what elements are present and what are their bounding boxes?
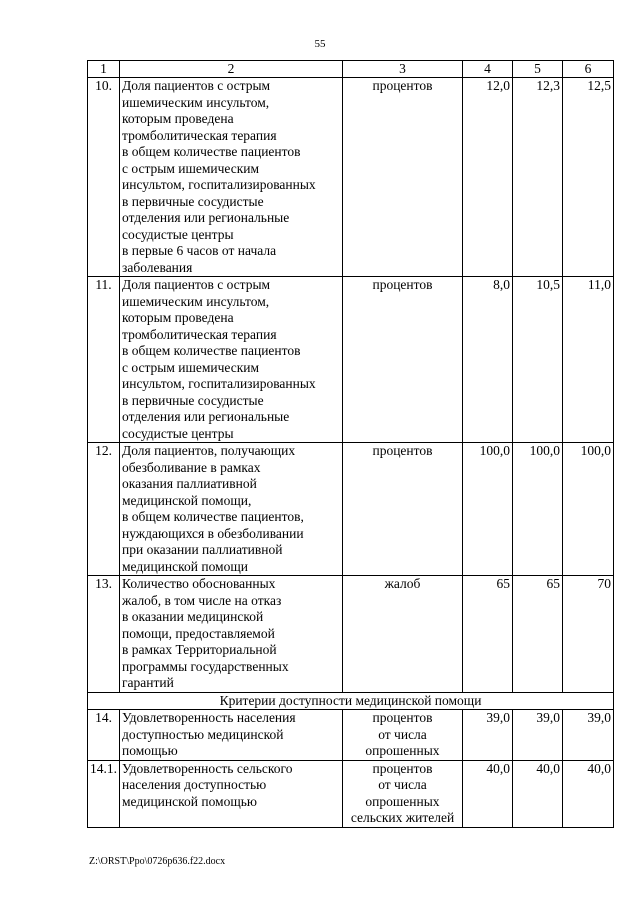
unit-of-measure: процентов от числа опрошенных (343, 710, 463, 761)
value-year-1: 40,0 (463, 760, 513, 827)
value-year-3: 12,5 (563, 78, 614, 277)
value-year-2: 39,0 (513, 710, 563, 761)
indicator-name: Удовлетворенность населения доступностью медицинской помощью (120, 710, 343, 761)
row-number: 10. (88, 78, 120, 277)
row-number: 14.1. (88, 760, 120, 827)
value-year-3: 100,0 (563, 443, 614, 576)
row-number: 13. (88, 576, 120, 693)
column-number-cell: 3 (343, 61, 463, 78)
column-number-cell: 6 (563, 61, 614, 78)
unit-of-measure: процентов от числа опрошенных сельских жителей (343, 760, 463, 827)
value-year-3: 40,0 (563, 760, 614, 827)
row-number: 14. (88, 710, 120, 761)
row-number: 11. (88, 277, 120, 443)
criteria-table (87, 60, 614, 828)
column-number-cell: 1 (88, 61, 120, 78)
table-row (88, 277, 614, 443)
indicator-name: Доля пациентов, получающих обезболивание в рамках оказания паллиативной медицинской помощи, в общем количестве пациентов, нуждающихся в обезболивании при оказании паллиативной медицинской помощи (120, 443, 343, 576)
unit-of-measure: процентов (343, 78, 463, 277)
page-number: 55 (314, 38, 326, 50)
value-year-3: 70 (563, 576, 614, 693)
indicator-name: Количество обоснованных жалоб, в том числе на отказ в оказании медицинской помощи, предоставляемой в рамках Территориальной программы государственных гарантий (120, 576, 343, 693)
table-body-after (88, 710, 614, 828)
unit-of-measure: процентов (343, 277, 463, 443)
value-year-3: 11,0 (563, 277, 614, 443)
table-body-before (88, 78, 614, 693)
value-year-2: 40,0 (513, 760, 563, 827)
column-number-cell: 5 (513, 61, 563, 78)
value-year-1: 39,0 (463, 710, 513, 761)
indicator-name: Доля пациентов с острым ишемическим инсультом, которым проведена тромболитическая терапия в общем количестве пациентов с острым ишемическим инсультом, госпитализированных в первичные сосудистые отделения или региональные сосудистые центры (120, 277, 343, 443)
section-row (88, 692, 614, 710)
value-year-1: 8,0 (463, 277, 513, 443)
table-row (88, 576, 614, 693)
column-number-cell: 4 (463, 61, 513, 78)
table-row (88, 760, 614, 827)
value-year-1: 65 (463, 576, 513, 693)
value-year-2: 10,5 (513, 277, 563, 443)
value-year-2: 12,3 (513, 78, 563, 277)
section-title: Критерии доступности медицинской помощи (88, 692, 614, 710)
indicator-name: Удовлетворенность сельского населения доступностью медицинской помощью (120, 760, 343, 827)
value-year-3: 39,0 (563, 710, 614, 761)
unit-of-measure: жалоб (343, 576, 463, 693)
table-row (88, 78, 614, 277)
unit-of-measure: процентов (343, 443, 463, 576)
table-row (88, 443, 614, 576)
column-number-row (88, 61, 614, 78)
value-year-2: 65 (513, 576, 563, 693)
table-row (88, 710, 614, 761)
file-path-footer: Z:\ORST\Ppo\0726p636.f22.docx (89, 856, 226, 867)
value-year-1: 100,0 (463, 443, 513, 576)
value-year-1: 12,0 (463, 78, 513, 277)
column-number-cell: 2 (120, 61, 343, 78)
indicator-name: Доля пациентов с острым ишемическим инсультом, которым проведена тромболитическая терапия в общем количестве пациентов с острым ишемическим инсультом, госпитализированных в первичные сосудистые отделения или региональные сосудистые центры в первые 6 часов от начала заболевания (120, 78, 343, 277)
row-number: 12. (88, 443, 120, 576)
value-year-2: 100,0 (513, 443, 563, 576)
